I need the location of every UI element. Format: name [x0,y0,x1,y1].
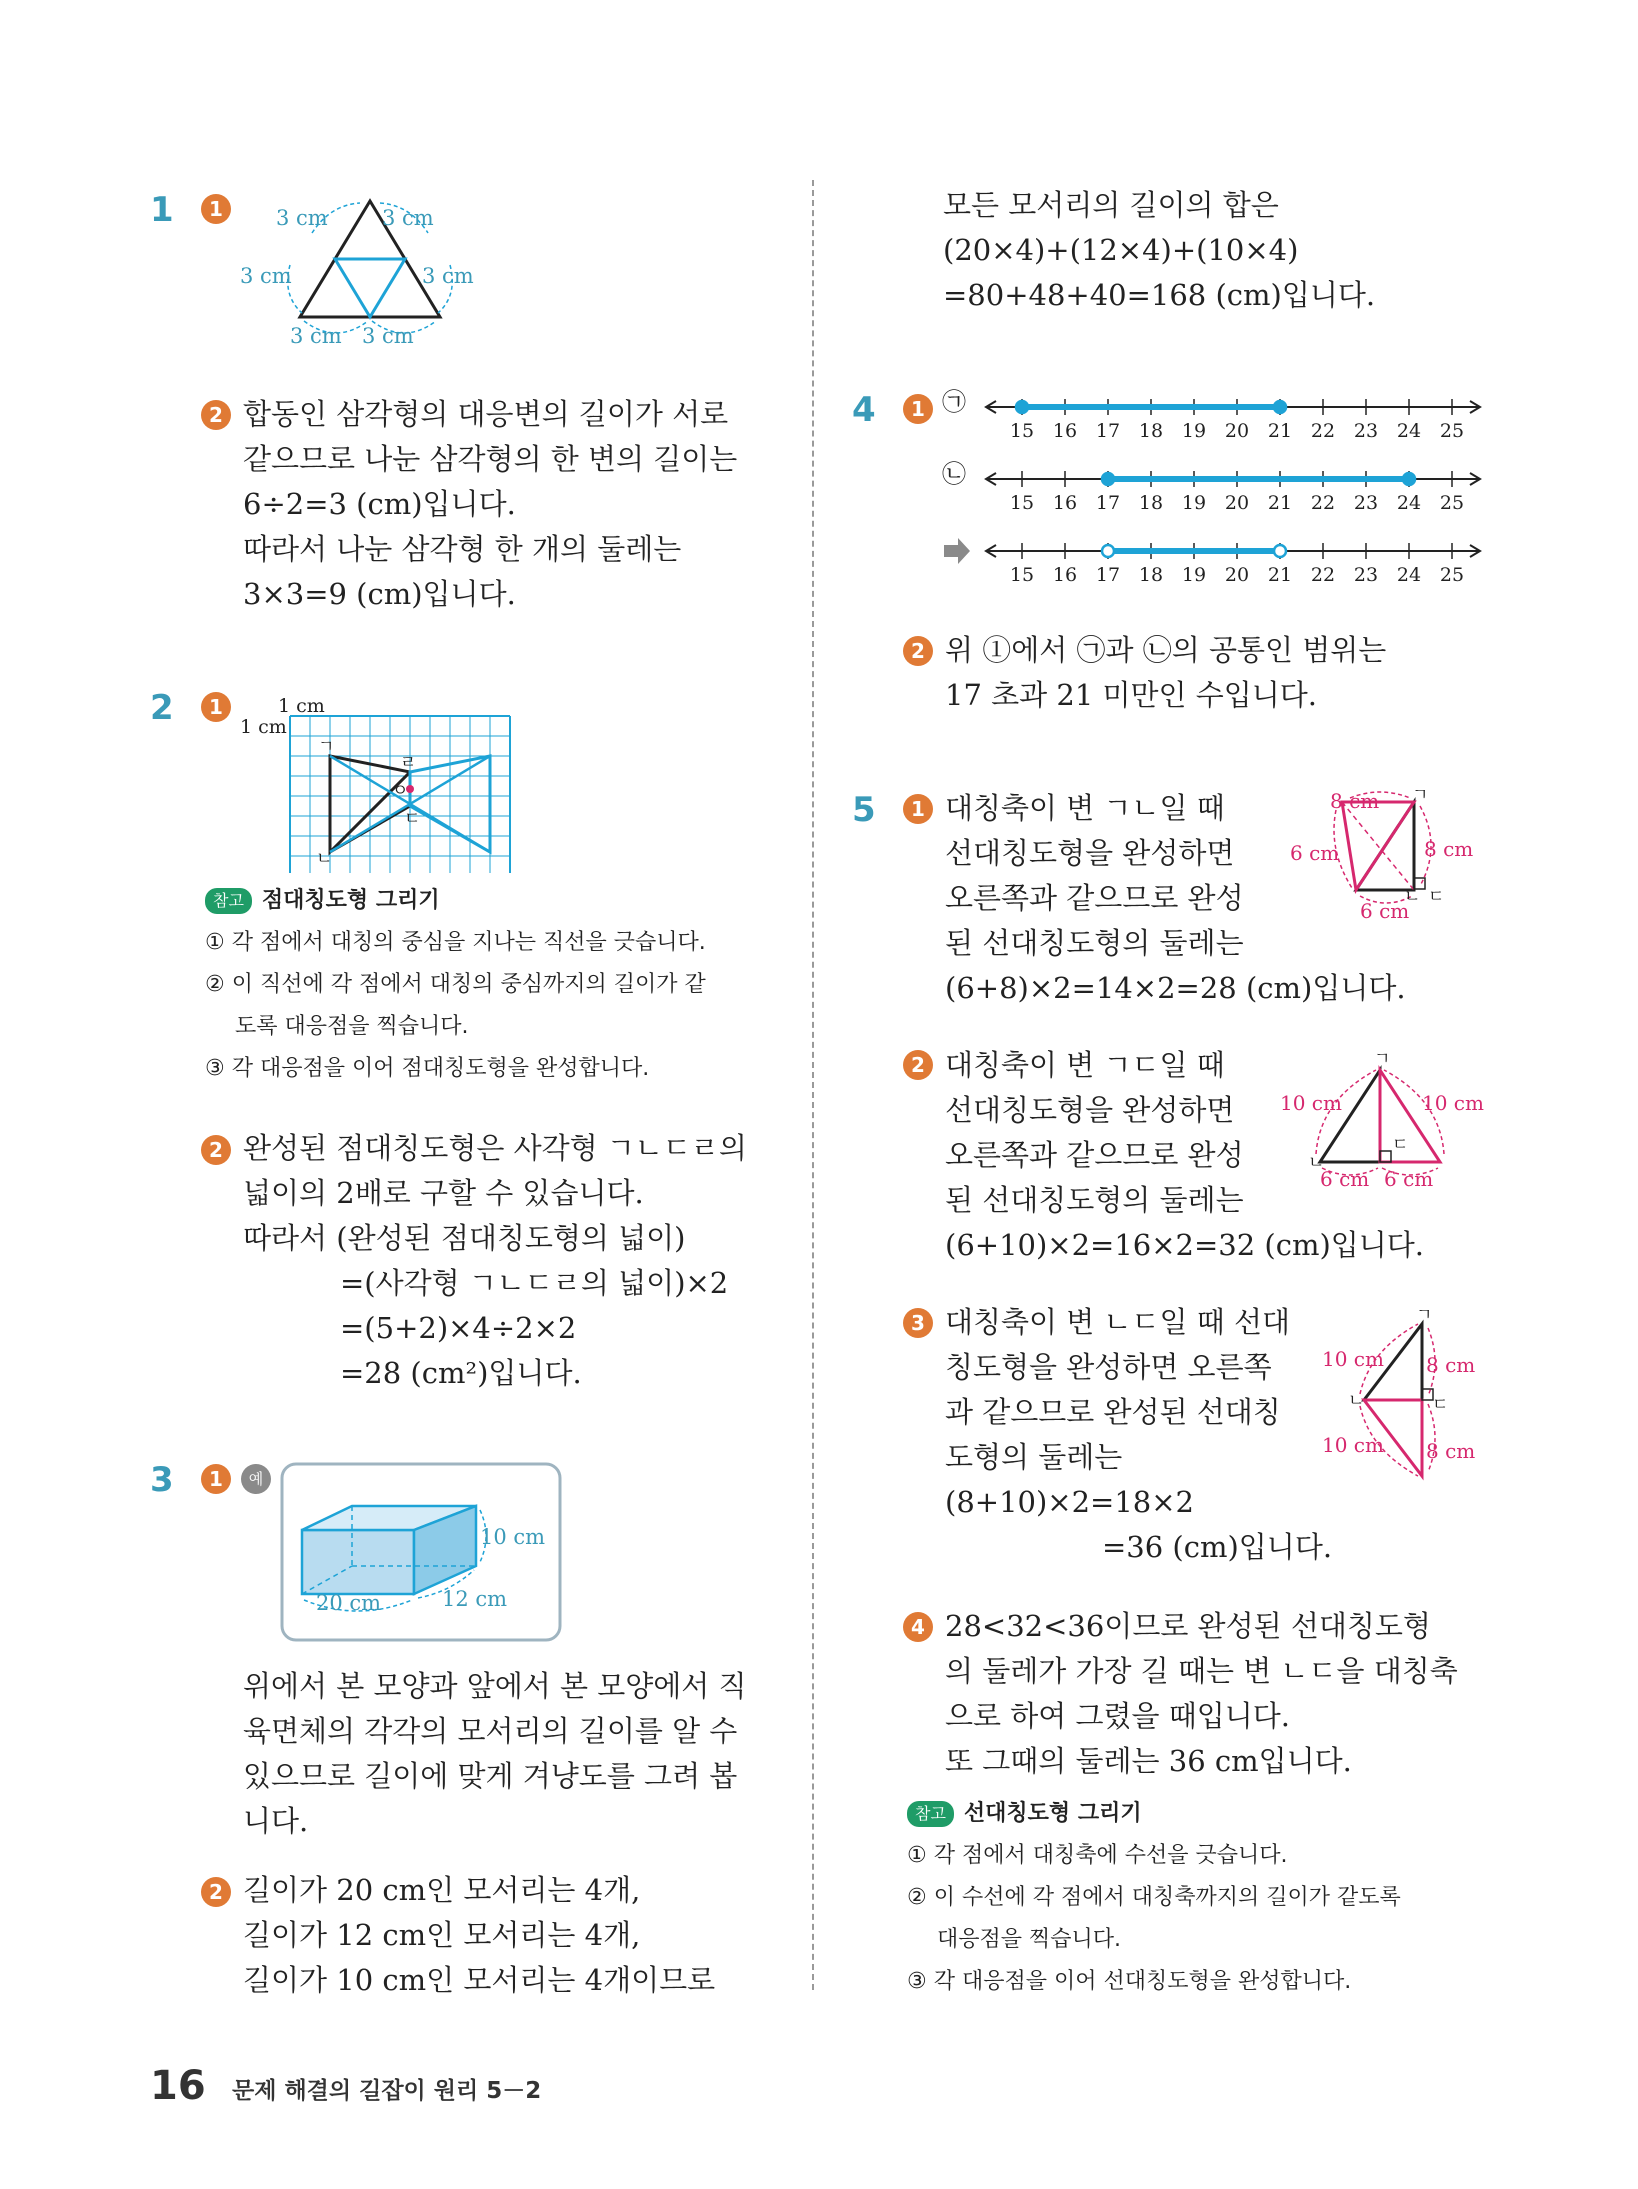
length-label: 10 cm [480,1525,546,1549]
step-badge: 1 [201,1464,231,1494]
reference-note: 참고 선대칭도형 그리기 ① 각 점에서 대칭축에 수선을 긋습니다. ② 이 수선에 각 점에서 대칭축까지의 길이가 같도록 대응점을 찍습니다. ③ 각 대응점을 이어 선대칭도형을 완성합니다. [907,1801,1401,1994]
tick-label: 16 [1052,492,1078,514]
tick-label: 15 [1009,564,1035,586]
length-label: 3 cm [382,206,434,230]
point-label: ㄴ [316,849,333,869]
tick-label: 25 [1439,564,1465,586]
length-label: 6 cm [1384,1167,1434,1190]
tick-label: 24 [1396,564,1422,586]
number-lines [940,385,1485,595]
grid-unit-label: 1 cm [240,716,287,738]
step-badge: 3 [903,1308,933,1338]
range-endpoint [1274,545,1286,557]
tick-label: 22 [1310,564,1336,586]
tick-label: 19 [1181,492,1207,514]
svg-text:ㄴ: ㄴ [1348,1391,1365,1411]
tick-label: 24 [1396,420,1422,442]
svg-text:ㄱ: ㄱ [1412,790,1429,805]
arrow-icon [944,538,970,564]
length-label: 8 cm [1426,1353,1476,1377]
length-label: 6 cm [1320,1167,1370,1190]
tick-label: 23 [1353,564,1379,586]
step-badge: 4 [903,1612,933,1642]
tick-label: 21 [1267,564,1293,586]
tick-label: 20 [1224,420,1250,442]
tick-label: 24 [1396,492,1422,514]
problem-number-4: 4 [852,390,876,430]
svg-text:ㄷ: ㄷ [1392,1135,1409,1155]
step-badge: 1 [201,194,231,224]
svg-text:ㄷ: ㄷ [1428,887,1445,907]
tick-label: 22 [1310,492,1336,514]
length-label: 10 cm [1280,1091,1342,1115]
length-label: 3 cm [276,206,328,230]
tick-label: 25 [1439,492,1465,514]
tick-label: 23 [1353,420,1379,442]
range-endpoint [1016,401,1028,413]
length-label: 8 cm [1424,837,1474,861]
step-badge: 1 [201,692,231,722]
svg-text:ㄷ: ㄷ [1432,1395,1449,1415]
length-label: 10 cm [1322,1347,1384,1371]
grid-unit-label: 1 cm [278,695,325,717]
range-endpoint [1403,473,1415,485]
column-divider [812,180,814,1990]
solution-text: 완성된 점대칭도형은 사각형 ㄱㄴㄷㄹ의 넓이의 2배로 구할 수 있습니다. 따라서 (완성된 점대칭도형의 넓이) =(사각형 ㄱㄴㄷㄹ의 넓이)×2 =(5+2)×4÷2×2 =28 (cm²)입니다. [243,1131,747,1390]
point-label: ㄹ [400,753,417,773]
svg-text:ㄱ: ㄱ [1374,1050,1391,1069]
step-badge: 1 [903,394,933,424]
solution-text: 위 ①에서 ㉠과 ㉡의 공통인 범위는 17 초과 21 미만인 수입니다. [945,633,1387,712]
svg-text:ㄱ: ㄱ [1416,1310,1433,1325]
line-mark: ㉡ [942,460,966,488]
problem-number-2: 2 [150,688,174,728]
tick-label: 20 [1224,492,1250,514]
problem-number-3: 3 [150,1460,174,1500]
solution-text: 대칭축이 변 ㄱㄷ일 때 선대칭도형을 완성하면 오른쪽과 같으므로 완성 된 선대칭도형의 둘레는 (6+10)×2=16×2=32 (cm)입니다. [945,1048,1425,1262]
tick-label: 19 [1181,420,1207,442]
solution-text: 위에서 본 모양과 앞에서 본 모양에서 직 육면체의 각각의 모서리의 길이를 알 수 있으므로 길이에 맞게 겨냥도를 그려 봅 니다. [243,1669,747,1838]
tick-label: 18 [1138,564,1164,586]
length-label: 3 cm [362,324,414,348]
note-tag: 참고 [205,888,252,914]
length-label: 8 cm [1426,1439,1476,1463]
solution-text-continued: 모든 모서리의 길이의 합은 (20×4)+(12×4)+(10×4) =80+48+40=168 (cm)입니다. [943,188,1376,312]
line-symmetry-figure-2 [1280,1050,1485,1190]
range-endpoint [1274,401,1286,413]
tick-label: 21 [1267,492,1293,514]
length-label: 10 cm [1422,1091,1484,1115]
point-label: ㄷ [404,809,421,829]
length-label: 3 cm [290,324,342,348]
svg-text:ㄴ: ㄴ [1308,1153,1325,1173]
step-badge: 1 [903,794,933,824]
tick-label: 19 [1181,564,1207,586]
step-badge: 2 [201,400,231,430]
solution-text: 28<32<36이므로 완성된 선대칭도형 의 둘레가 가장 길 때는 변 ㄴㄷ을 대칭축 으로 하여 그렸을 때입니다. 또 그때의 둘레는 36 cm입니다. [945,1609,1458,1778]
line-symmetry-figure-1 [1290,790,1480,930]
tick-label: 18 [1138,492,1164,514]
length-label: 8 cm [1330,790,1380,813]
length-label: 20 cm [316,1591,382,1615]
solution-text: 길이가 20 cm인 모서리는 4개, 길이가 12 cm인 모서리는 4개, 길이가 10 cm인 모서리는 4개이므로 [243,1873,716,1997]
problem-number-5: 5 [852,790,876,830]
page-number: 16 [150,2063,206,2109]
length-label: 3 cm [240,264,292,288]
tick-label: 17 [1095,420,1121,442]
tick-label: 17 [1095,492,1121,514]
length-label: 6 cm [1290,841,1340,865]
solution-text: 대칭축이 변 ㄴㄷ일 때 선대 칭도형을 완성하면 오른쪽 과 같으므로 완성된 선대칭 도형의 둘레는 (8+10)×2=18×2 =36 (cm)입니다. [945,1305,1333,1564]
solution-text: 합동인 삼각형의 대응변의 길이가 서로 같으므로 나눈 삼각형의 한 변의 길이는 6÷2=3 (cm)입니다. 따라서 나눈 삼각형 한 개의 둘레는 3×3=9 (cm)입니다. [243,397,738,611]
note-tag: 참고 [907,1801,954,1827]
reference-note: 참고 점대칭도형 그리기 ① 각 점에서 대칭의 중심을 지나는 직선을 긋습니다. ② 이 직선에 각 점에서 대칭의 중심까지의 길이가 같 도록 대응점을 찍습니다. ③ 각 대응점을 이어 점대칭도형을 완성합니다. [205,888,706,1081]
line-symmetry-figure-3 [1320,1310,1485,1500]
book-title: 문제 해결의 길잡이 원리 5－2 [232,2078,542,2104]
length-label: 3 cm [422,264,474,288]
line-mark: ㉠ [942,388,966,416]
triangle-diagram [240,195,480,355]
point-symmetry-grid [238,688,528,873]
cuboid-sketch [280,1462,562,1642]
tick-label: 15 [1009,492,1035,514]
step-badge: 2 [201,1877,231,1907]
tick-label: 15 [1009,420,1035,442]
step-badge: 2 [903,636,933,666]
tick-label: 16 [1052,564,1078,586]
length-label: 12 cm [442,1587,508,1611]
point-label: ㄱ [318,737,335,757]
tick-label: 20 [1224,564,1250,586]
tick-label: 23 [1353,492,1379,514]
solution-text: 대칭축이 변 ㄱㄴ일 때 선대칭도형을 완성하면 오른쪽과 같으므로 완성 된 선대칭도형의 둘레는 (6+8)×2=14×2=28 (cm)입니다. [945,791,1406,1005]
length-label: 6 cm [1360,899,1410,923]
step-badge: 2 [903,1050,933,1080]
range-endpoint [1102,545,1114,557]
tick-label: 25 [1439,420,1465,442]
tick-label: 22 [1310,420,1336,442]
svg-text:ㄴ: ㄴ [1404,887,1421,907]
tick-label: 18 [1138,420,1164,442]
tick-label: 21 [1267,420,1293,442]
length-label: 10 cm [1322,1433,1384,1457]
example-tag: 예 [241,1464,271,1494]
tick-label: 17 [1095,564,1121,586]
step-badge: 2 [201,1135,231,1165]
point-label: ㅇ [392,781,409,801]
range-endpoint [1102,473,1114,485]
tick-label: 16 [1052,420,1078,442]
problem-number-1: 1 [150,190,174,230]
